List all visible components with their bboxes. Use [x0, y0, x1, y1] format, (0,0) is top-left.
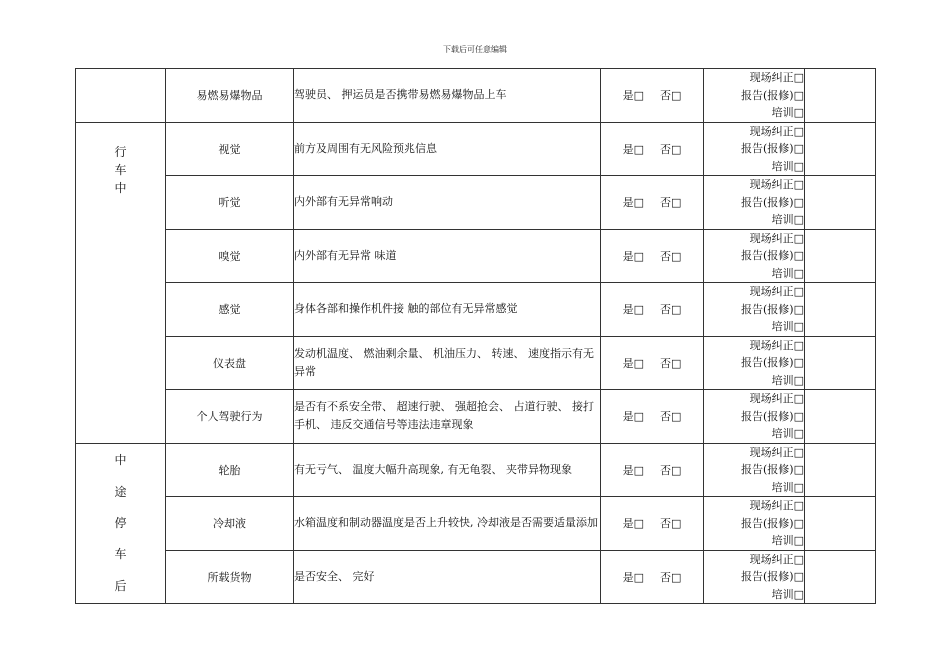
onsite-correction-checkbox[interactable]: 现场纠正□: [749, 178, 804, 191]
no-checkbox[interactable]: 否□: [660, 89, 682, 103]
item-description: 发动机温度、 燃油剩余量、 机油压力、 转速、 速度指示有无异常: [294, 336, 601, 390]
yes-no-cell: [601, 229, 704, 283]
report-repair-checkbox[interactable]: 报告(报修)□: [741, 356, 804, 369]
yes-checkbox[interactable]: 是□: [622, 249, 644, 263]
item-description: 是否安全、 完好: [294, 550, 601, 604]
item-description: 前方及周围有无风险预兆信息: [294, 122, 601, 176]
section-char: 后: [114, 578, 127, 593]
report-repair-checkbox[interactable]: 报告(报修)□: [741, 302, 804, 316]
action-cell: [704, 336, 805, 390]
action-cell: [704, 122, 805, 176]
section-stop: [76, 443, 166, 604]
yes-no-cell: [601, 122, 704, 176]
item-name: 个人驾驶行为: [166, 390, 294, 444]
section-char: 车: [114, 162, 127, 177]
onsite-correction-checkbox[interactable]: 现场纠正□: [749, 124, 804, 138]
action-cell: [704, 390, 805, 444]
yes-no-cell: [601, 443, 704, 497]
report-repair-checkbox[interactable]: 报告(报修)□: [741, 516, 804, 530]
training-checkbox[interactable]: 培训□: [771, 534, 804, 547]
training-checkbox[interactable]: 培训□: [771, 587, 804, 601]
onsite-correction-checkbox[interactable]: 现场纠正□: [749, 71, 804, 84]
yes-checkbox[interactable]: 是□: [622, 570, 644, 584]
onsite-correction-checkbox[interactable]: 现场纠正□: [749, 499, 804, 512]
onsite-correction-checkbox[interactable]: 现场纠正□: [749, 445, 804, 459]
table-row: [76, 69, 876, 123]
onsite-correction-checkbox[interactable]: 现场纠正□: [749, 392, 804, 405]
yes-checkbox[interactable]: 是□: [622, 410, 644, 424]
yes-checkbox[interactable]: 是□: [622, 142, 644, 156]
yes-no-cell: [601, 497, 704, 551]
yes-no-cell: [601, 390, 704, 444]
section-char: 中: [114, 181, 127, 196]
item-description: 内外部有无异常 味道: [294, 229, 601, 283]
item-description: 水箱温度和制动器温度是否上升较快, 冷却液是否需要适量添加: [294, 497, 601, 551]
yes-checkbox[interactable]: 是□: [622, 303, 644, 317]
remarks-cell[interactable]: [805, 390, 876, 444]
item-description: 驾驶员、 押运员是否携带易燃易爆物品上车: [294, 69, 601, 123]
no-checkbox[interactable]: 否□: [660, 410, 682, 424]
yes-no-cell: [601, 283, 704, 337]
yes-checkbox[interactable]: 是□: [622, 89, 644, 103]
onsite-correction-checkbox[interactable]: 现场纠正□: [749, 552, 804, 566]
item-name: 仪表盘: [166, 336, 294, 390]
no-checkbox[interactable]: 否□: [660, 517, 682, 531]
item-name: 听觉: [166, 176, 294, 230]
item-description: 内外部有无异常响动: [294, 176, 601, 230]
no-checkbox[interactable]: 否□: [660, 303, 682, 317]
report-repair-checkbox[interactable]: 报告(报修)□: [741, 570, 804, 583]
no-checkbox[interactable]: 否□: [660, 570, 682, 584]
remarks-cell[interactable]: [805, 443, 876, 497]
training-checkbox[interactable]: 培训□: [771, 159, 804, 173]
yes-no-cell: [601, 336, 704, 390]
remarks-cell[interactable]: [805, 122, 876, 176]
action-cell: [704, 443, 805, 497]
report-repair-checkbox[interactable]: 报告(报修)□: [741, 249, 804, 262]
table-row: [76, 176, 876, 230]
remarks-cell[interactable]: [805, 550, 876, 604]
yes-no-cell: [601, 69, 704, 123]
table-row: [76, 336, 876, 390]
no-checkbox[interactable]: 否□: [660, 196, 682, 210]
remarks-cell[interactable]: [805, 176, 876, 230]
action-cell: [704, 176, 805, 230]
onsite-correction-checkbox[interactable]: 现场纠正□: [749, 285, 804, 298]
table-row: [76, 122, 876, 176]
report-repair-checkbox[interactable]: 报告(报修)□: [741, 88, 804, 102]
page-header: 下载后可任意编辑: [443, 45, 507, 54]
training-checkbox[interactable]: 培训□: [771, 266, 804, 280]
training-checkbox[interactable]: 培训□: [771, 373, 804, 387]
section-char: 停: [114, 516, 127, 531]
section-char: 途: [114, 484, 127, 499]
action-cell: [704, 550, 805, 604]
table-row: [76, 497, 876, 551]
item-name: 轮胎: [166, 443, 294, 497]
onsite-correction-checkbox[interactable]: 现场纠正□: [749, 338, 804, 352]
action-cell: [704, 497, 805, 551]
table-row: [76, 443, 876, 497]
yes-no-cell: [601, 550, 704, 604]
no-checkbox[interactable]: 否□: [660, 356, 682, 370]
item-name: 易燃易爆物品: [166, 69, 294, 123]
remarks-cell[interactable]: [805, 336, 876, 390]
report-repair-checkbox[interactable]: 报告(报修)□: [741, 142, 804, 155]
remarks-cell[interactable]: [805, 229, 876, 283]
item-name: 冷却液: [166, 497, 294, 551]
yes-checkbox[interactable]: 是□: [622, 356, 644, 370]
section-char: 中: [114, 453, 127, 468]
no-checkbox[interactable]: 否□: [660, 463, 682, 477]
training-checkbox[interactable]: 培训□: [771, 320, 804, 333]
section-cell-empty: [76, 69, 166, 123]
item-description: 身体各部和操作机件接 触的部位有无异常感觉: [294, 283, 601, 337]
section-char: 行: [114, 144, 127, 159]
training-checkbox[interactable]: 培训□: [771, 480, 804, 494]
remarks-cell[interactable]: [805, 497, 876, 551]
item-name: 所载货物: [166, 550, 294, 604]
section-char: 车: [114, 547, 127, 562]
action-cell: [704, 69, 805, 123]
no-checkbox[interactable]: 否□: [660, 249, 682, 263]
report-repair-checkbox[interactable]: 报告(报修)□: [741, 409, 804, 423]
table-row: [76, 229, 876, 283]
no-checkbox[interactable]: 否□: [660, 142, 682, 156]
remarks-cell[interactable]: [805, 69, 876, 123]
remarks-cell[interactable]: [805, 283, 876, 337]
report-repair-checkbox[interactable]: 报告(报修)□: [741, 463, 804, 476]
section-driving: [76, 122, 166, 443]
item-name: 嗅觉: [166, 229, 294, 283]
onsite-correction-checkbox[interactable]: 现场纠正□: [749, 231, 804, 245]
action-cell: [704, 283, 805, 337]
item-name: 感觉: [166, 283, 294, 337]
table-row: [76, 283, 876, 337]
report-repair-checkbox[interactable]: 报告(报修)□: [741, 195, 804, 209]
table-row: [76, 550, 876, 604]
training-checkbox[interactable]: 培训□: [771, 213, 804, 226]
training-checkbox[interactable]: 培训□: [771, 427, 804, 440]
yes-no-cell: [601, 176, 704, 230]
item-name: 视觉: [166, 122, 294, 176]
item-description: 有无亏气、 温度大幅升高现象, 有无龟裂、 夹带异物现象: [294, 443, 601, 497]
table-row: [76, 390, 876, 444]
item-description: 是否有不系安全带、 超速行驶、 强超抢会、 占道行驶、 接打手机、 违反交通信号等违法违章现象: [294, 390, 601, 444]
yes-checkbox[interactable]: 是□: [622, 517, 644, 531]
yes-checkbox[interactable]: 是□: [622, 463, 644, 477]
yes-checkbox[interactable]: 是□: [622, 196, 644, 210]
training-checkbox[interactable]: 培训□: [771, 106, 804, 119]
action-cell: [704, 229, 805, 283]
inspection-table: [75, 68, 876, 604]
